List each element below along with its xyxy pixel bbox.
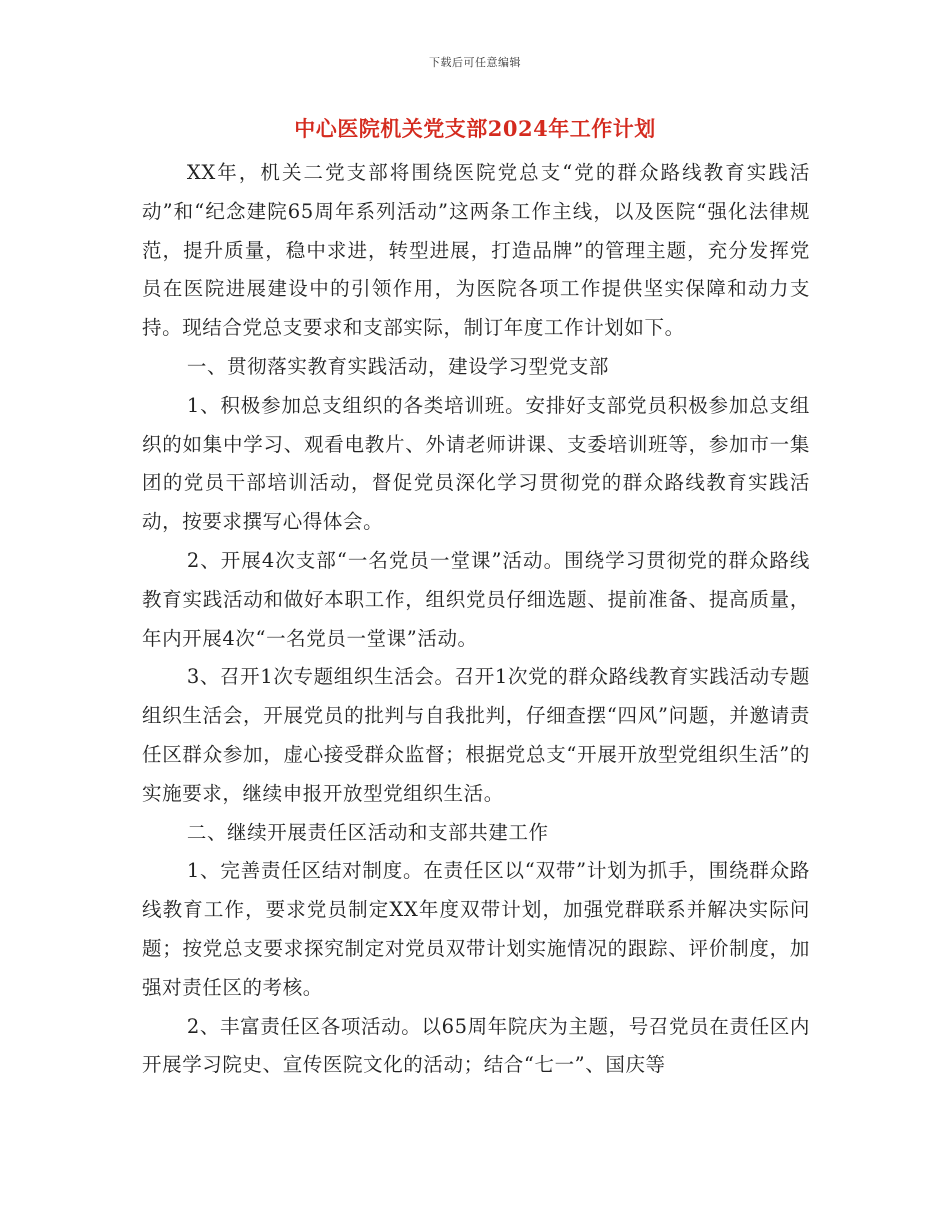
section-heading-2: 二、继续开展责任区活动和支部共建工作 — [186, 820, 549, 844]
header-note: 下载后可任意编辑 — [429, 56, 521, 69]
paragraph-2-1: 1、完善责任区结对制度。在责任区以“双带”计划为抓手，围绕群众路线教育工作，要求党员制定XX年度双带计划，加强党群联系并解决实际问题；按党总支要求探究制定对党员双带计划实施情况的跟踪、评价制度，加强对责任区的考核。 — [142, 859, 810, 999]
paragraph-1-3: 3、召开1次专题组织生活会。召开1次党的群众路线教育实践活动专题组织生活会，开展党员的批判与自我批判，仔细查摆“四风”问题，并邀请责任区群众参加，虚心接受群众监督；根据党总支“开展开放型党组织生活”的实施要求，继续申报开放型党组织生活。 — [142, 665, 810, 805]
paragraph-2-2: 2、丰富责任区各项活动。以65周年院庆为主题，号召党员在责任区内开展学习院史、宣传医院文化的活动；结合“七一”、国庆等 — [142, 1014, 810, 1077]
paragraph-1-1: 1、积极参加总支组织的各类培训班。安排好支部党员积极参加总支组织的如集中学习、观看电教片、外请老师讲课、支委培训班等，参加市一集团的党员干部培训活动，督促党员深化学习贯彻党的群众路线教育实践活动，按要求撰写心得体会。 — [142, 393, 810, 534]
section-heading-1: 一、贯彻落实教育实践活动，建设学习型党支部 — [186, 354, 609, 378]
document-title: 中心医院机关党支部2024年工作计划 — [294, 116, 656, 141]
document-body — [142, 154, 810, 1085]
paragraph-1-2: 2、开展4次支部“一名党员一堂课”活动。围绕学习贯彻党的群众路线教育实践活动和做好本职工作，组织党员仔细选题、提前准备、提高质量，年内开展4次“一名党员一堂课”活动。 — [142, 548, 810, 650]
paragraph-intro: XX年，机关二党支部将围绕医院党总支“党的群众路线教育实践活动”和“纪念建院65周年系列活动”这两条工作主线，以及医院“强化法律规范，提升质量，稳中求进，转型进展，打造品牌”的管理主题，充分发挥党员在医院进展建设中的引领作用，为医院各项工作提供坚实保障和动力支持。现结合党总支要求和支部实际，制订年度工作计划如下。 — [142, 161, 810, 340]
